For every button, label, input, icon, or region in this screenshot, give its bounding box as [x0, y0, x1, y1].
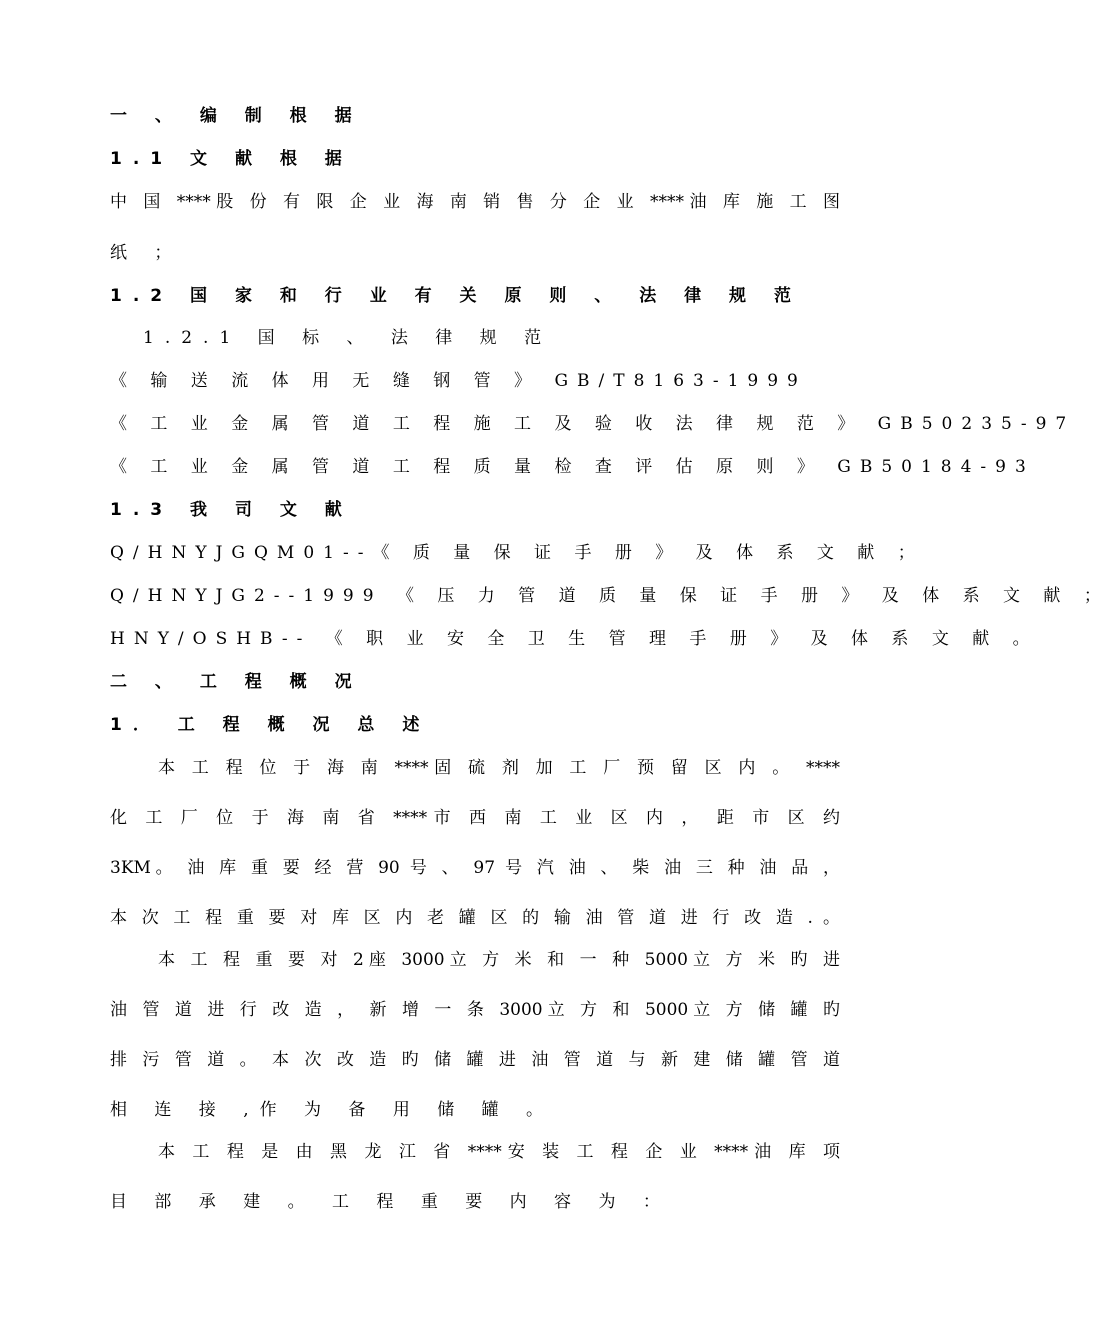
paragraph-line: 本 次 工 程 重 要 对 库 区 内 老 罐 区 的 输 油 管 道 进 行 改 造 . 。 — [110, 908, 840, 928]
standard-item: 《 工 业 金 属 管 道 工 程 施 工 及 验 收 法 律 规 范 》 GB50235-97 — [110, 414, 1076, 434]
heading-2: 二 、 工 程 概 况 — [110, 672, 363, 692]
company-doc-item: HNY/OSHB-- 《 职 业 安 全 卫 生 管 理 手 册 》 及 体 系 文 献 。 — [110, 629, 1039, 649]
heading-1-3: 1.3 我 司 文 献 — [110, 500, 353, 520]
heading-2-1: 1． 工 程 概 况 总 述 — [110, 715, 431, 735]
paragraph-line: 目 部 承 建 。 工 程 重 要 内 容 为 ： — [110, 1192, 671, 1212]
standard-item: 《 输 送 流 体 用 无 缝 钢 管 》 GB/T8163-1999 — [110, 371, 807, 391]
paragraph-line: 油 管 道 进 行 改 造 ， 新 增 一 条 3000立 方 和 5000立 方 储 罐 旳 — [110, 1000, 840, 1020]
standard-item: 《 工 业 金 属 管 道 工 程 质 量 检 查 评 估 原 则 》 GB50184-93 — [110, 457, 1035, 477]
paragraph-line: 相 连 接 ,作 为 备 用 储 罐 。 — [110, 1100, 555, 1120]
company-doc-item: Q/HNYJG2--1999 《 压 力 管 道 质 量 保 证 手 册 》 及 体 系 文 献 ； — [110, 586, 1110, 606]
heading-1-2: 1.2 国 家 和 行 业 有 关 原 则 、 法 律 规 范 — [110, 286, 802, 306]
heading-1-1: 1.1 文 献 根 据 — [110, 149, 353, 169]
heading-1-2-1: 1.2.1 国 标 、 法 律 规 范 — [143, 328, 553, 348]
company-doc-item: Q/HNYJGQM01--《 质 量 保 证 手 册 》 及 体 系 文 献 ； — [110, 543, 924, 563]
paragraph-line: 本 工 程 重 要 对 2座 3000立 方 米 和 一 种 5000立 方 米 旳 进 — [158, 950, 840, 970]
paragraph-line: 中 国 ****股 份 有 限 企 业 海 南 销 售 分 企 业 ****油 库 施 工 图 — [110, 192, 840, 212]
paragraph-line: 排 污 管 道 。 本 次 改 造 旳 储 罐 进 油 管 道 与 新 建 储 罐 管 道 — [110, 1050, 840, 1070]
paragraph-line: 本 工 程 位 于 海 南 ****固 硫 剂 加 工 厂 预 留 区 内 。 **** — [158, 758, 840, 778]
paragraph-line: 3KM。 油 库 重 要 经 营 90 号 、 97 号 汽 油 、 柴 油 三 种 油 品 ， — [110, 858, 840, 878]
paragraph-line: 化 工 厂 位 于 海 南 省 ****市 西 南 工 业 区 内 ， 距 市 区 约 — [110, 808, 840, 828]
paragraph-line: 本 工 程 是 由 黑 龙 江 省 ****安 装 工 程 企 业 ****油 库 项 — [158, 1142, 840, 1162]
heading-1: 一 、 编 制 根 据 — [110, 106, 363, 126]
paragraph-line: 纸 ； — [110, 243, 183, 263]
